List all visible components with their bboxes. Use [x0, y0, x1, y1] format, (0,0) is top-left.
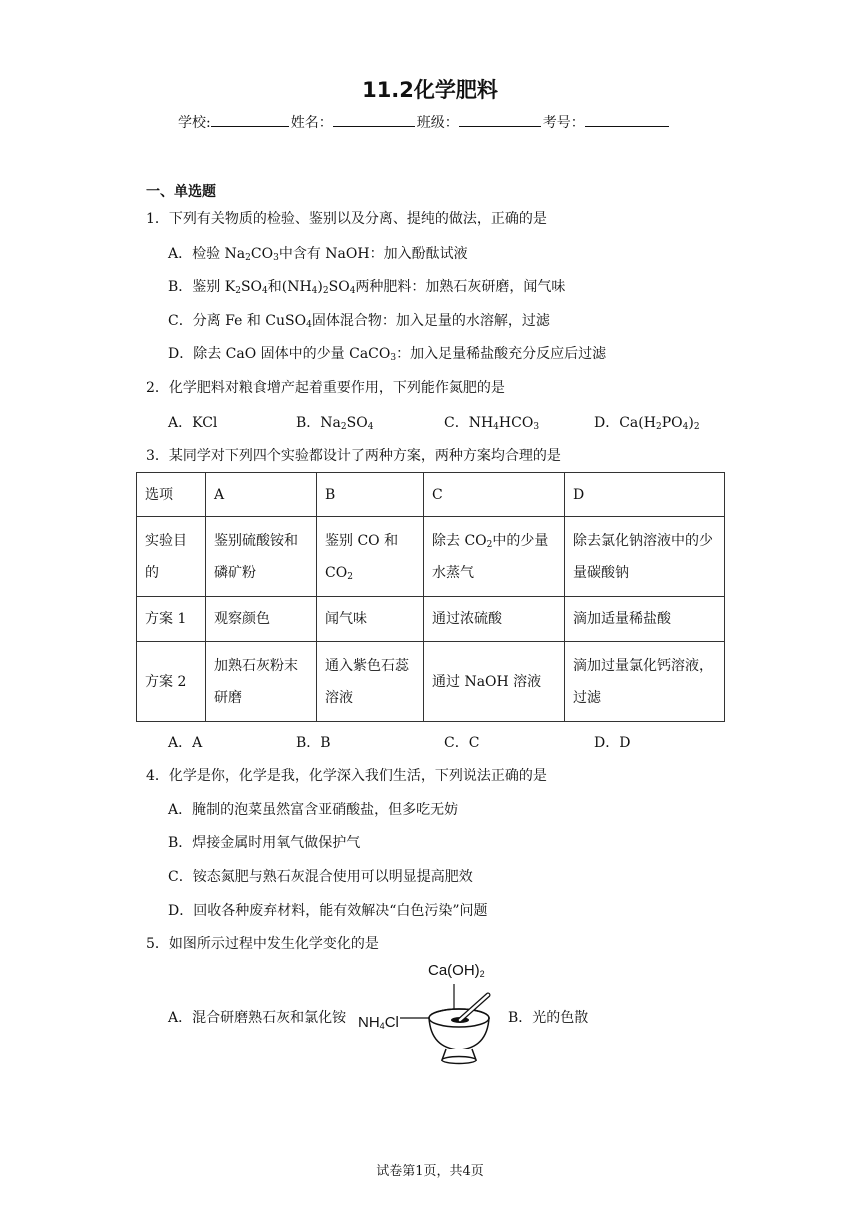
- table-header-cell: A: [206, 473, 317, 517]
- class-label: 班级：: [416, 115, 459, 131]
- table-header-cell: C: [424, 473, 565, 517]
- table-cell: 通过 NaOH 溶液: [424, 642, 565, 722]
- table-row: [137, 597, 725, 642]
- name-label: 姓名：: [290, 115, 333, 131]
- exam-number-blank[interactable]: [585, 112, 669, 127]
- question-4-option-d: D．回收各种废弃材料，能有效解决“白色污染”问题: [168, 903, 488, 919]
- question-3-option-c: C．C: [444, 735, 480, 751]
- table-cell: 除去氯化钠溶液中的少量碳酸钠: [565, 517, 725, 597]
- question-4-option-b: B．焊接金属时用氧气做保护气: [168, 835, 361, 851]
- table-cell: 通入紫色石蕊溶液: [317, 642, 424, 722]
- figure-label-ammonium-chloride: $NH_4Cl$: [358, 1014, 399, 1031]
- student-info-fields: [178, 112, 671, 132]
- table-cell: 实验目的: [137, 517, 206, 597]
- experiment-table: [136, 472, 725, 722]
- table-row: [137, 517, 725, 597]
- table-row: [137, 473, 725, 517]
- question-4-stem: 4．化学是你，化学是我，化学深入我们生活，下列说法正确的是: [146, 768, 547, 784]
- page-title: 11.2化学肥料: [362, 78, 498, 102]
- question-3-option-b: B．B: [296, 735, 331, 751]
- table-header-cell: D: [565, 473, 725, 517]
- question-4-option-a: A．腌制的泡菜虽然富含亚硝酸盐，但多吃无妨: [168, 802, 459, 818]
- table-cell: 滴加适量稀盐酸: [565, 597, 725, 642]
- page-footer: 试卷第1页，共4页: [376, 1164, 484, 1179]
- exam-number-label: 考号：: [542, 115, 585, 131]
- question-2-option-d: D．$Ca(H_2PO_4)_2$: [594, 415, 700, 432]
- table-row: [137, 642, 725, 722]
- question-3-option-d: D．D: [594, 735, 631, 751]
- question-3-stem: 3．某同学对下列四个实验都设计了两种方案，两种方案均合理的是: [146, 448, 561, 464]
- table-cell: 加熟石灰粉末研磨: [206, 642, 317, 722]
- question-4-option-c: C．铵态氮肥与熟石灰混合使用可以明显提高肥效: [168, 869, 473, 885]
- table-cell: 观察颜色: [206, 597, 317, 642]
- school-label: 学校:: [178, 115, 211, 131]
- question-5-stem: 5．如图所示过程中发生化学变化的是: [146, 936, 379, 952]
- table-cell: 滴加过量氯化钙溶液，过滤: [565, 642, 725, 722]
- question-1-option-b: B．鉴别 $K_2SO_4$和$(NH_4)_2SO_4$两种肥料：加熟石灰研磨，闻气味: [168, 279, 566, 296]
- table-cell: 除去 $CO_2$中的少量水蒸气: [424, 517, 565, 597]
- table-header-cell: B: [317, 473, 424, 517]
- name-blank[interactable]: [333, 112, 415, 127]
- table-header-cell: 选项: [137, 473, 206, 517]
- question-2-option-b: B．$Na_2SO_4$: [296, 415, 374, 432]
- question-1-option-a: A．检验 $Na_2CO_3$中含有 NaOH：加入酚酞试液: [168, 246, 468, 263]
- table-cell: 方案 1: [137, 597, 206, 642]
- table-cell: 鉴别硫酸铵和磷矿粉: [206, 517, 317, 597]
- table-cell: 方案 2: [137, 642, 206, 722]
- mortar-pestle-figure: [356, 960, 506, 1070]
- section-heading: 一、单选题: [146, 184, 216, 200]
- question-5-option-b: B．光的色散: [508, 1010, 589, 1026]
- question-2-option-c: C．$NH_4HCO_3$: [444, 415, 540, 432]
- figure-label-calcium-hydroxide: $Ca(OH)_2$: [428, 962, 485, 979]
- question-1-option-d: D．除去 CaO 固体中的少量 CaCO$_3$：加入足量稀盐酸充分反应后过滤: [168, 346, 607, 363]
- table-cell: 鉴别 CO 和 $CO_2$: [317, 517, 424, 597]
- question-2-stem: 2．化学肥料对粮食增产起着重要作用，下列能作氮肥的是: [146, 380, 505, 396]
- question-5-option-a: A．混合研磨熟石灰和氯化铵: [168, 1010, 347, 1026]
- table-cell: 通过浓硫酸: [424, 597, 565, 642]
- school-blank[interactable]: [211, 112, 289, 127]
- question-3-option-a: A．A: [168, 735, 203, 751]
- question-2-option-a: A．KCl: [168, 415, 218, 431]
- class-blank[interactable]: [459, 112, 541, 127]
- question-1-stem: 1．下列有关物质的检验、鉴别以及分离、提纯的做法，正确的是: [146, 211, 547, 227]
- question-1-option-c: C．分离 Fe 和 CuSO$_4$固体混合物：加入足量的水溶解，过滤: [168, 313, 550, 330]
- table-cell: 闻气味: [317, 597, 424, 642]
